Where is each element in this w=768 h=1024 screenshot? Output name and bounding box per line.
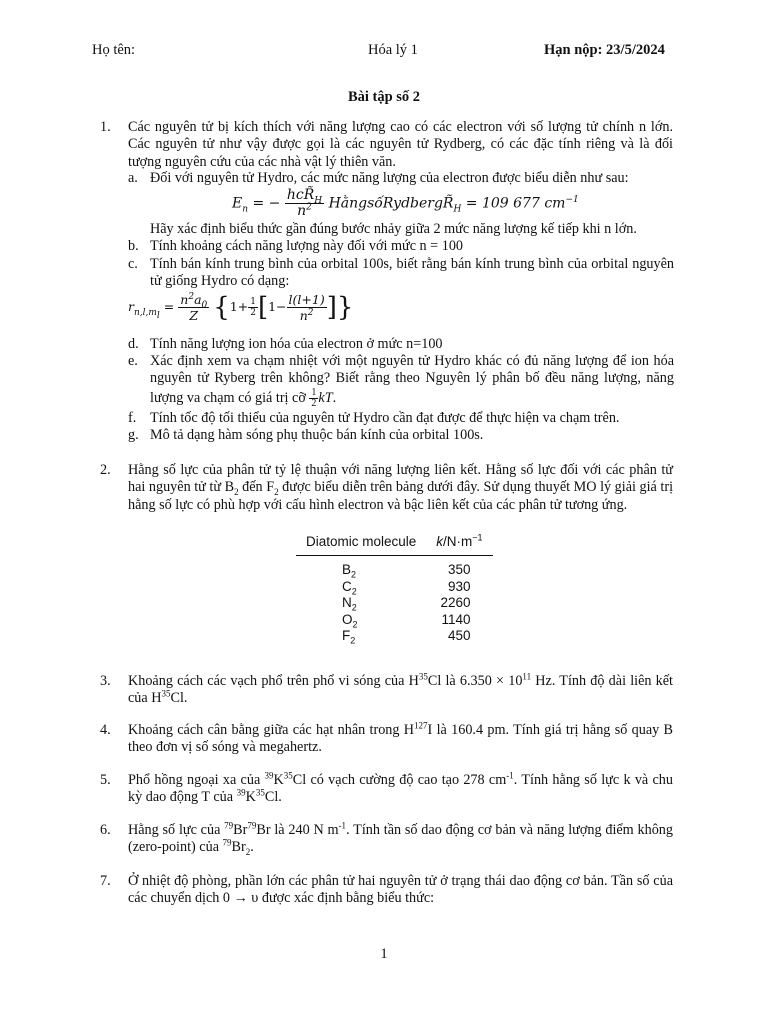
q1f-text: Tính tốc độ tối thiểu của nguyên tử Hydro cần đạt được để thực hiện va chạm trên. [150,410,620,426]
q1e-label: e. [128,353,138,369]
q1g-text: Mô tả dạng hàm sóng phụ thuộc bán kính của orbital 100s. [150,427,484,443]
q1-intro: Các nguyên tử bị kích thích với năng lượng cao có các electron với số lượng tử chính n lớn. Các nguyên tử như vậy được gọi là các nguyên tử Rydberg, có các đặc tính riêng và là đối tượng nguyên cứu của các nhà vật lý thiên văn. [128,119,673,170]
q1f-label: f. [128,410,137,426]
q2-text: Hằng số lực của phân tử tỷ lệ thuận với năng lượng liên kết. Hằng số lực đối với các phân tử hai nguyên tử từ $B_2$ đến $F_2$ được biểu diễn trên bảng dưới đây. Sử dụng thuyết MO lý giải giá trị hằng số lực có phù hợp với cấu hình electron và bậc liên kết của các phân tử tương ứng. [128,462,674,513]
q1e-text: Xác định xem va chạm nhiệt với một nguyên tử Hydro khác có đủ năng lượng để ion hóa nguyên tử Ryberg trên không? Biết rằng theo Nguyên lý phân bố đều năng lượng, năng lượng va chạm có giá trị cỡ $\frac{1}{2}$ kT. [150,353,674,409]
table-row: $O_2$ 1140 [342,611,471,630]
table-row: $F_2$ 450 [342,628,471,646]
table-row: $B_2$ 350 [342,562,471,580]
rydberg-equation: $E_n$ = − $\frac{hcR̃_H}{n^2}$ $HằngsốRydbergR̃_H = 109$ 677 $cm^{-1}$ [232,187,579,219]
q1d-label: d. [128,336,139,352]
page-title: Bài tập số 2 [347,89,421,105]
q1d-text: Tính năng lượng ion hóa của electron ở mức n=100 [150,336,443,352]
q5-text: Phổ hồng ngoại xa của $^{39}K^{35}Cl$ có vạch cường độ cao tạo 278 $cm^{-1}$. Tính hằng số lực k và chu kỳ dao động T của $^{39}K^{35}Cl$. [128,770,673,806]
table-header-molecule: Diatomic molecule [296,530,426,556]
q7-text: Ở nhiệt độ phòng, phần lớn các phân tử hai nguyên tử ở trạng thái dao động cơ bản. Tần số của các chuyển dịch 0 → υ được xác định bằng biểu thức: [128,873,673,907]
q1-number: 1. [100,119,111,135]
q1a-text2: Hãy xác định biểu thức gần đúng bước nhảy giữa 2 mức năng lượng kế tiếp khi n lớn. [150,221,637,237]
q5-number: 5. [100,772,111,788]
q4-text: Khoảng cách cân bằng giữa các hạt nhân trong $H^{127}I$ là 160.4 pm. Tính giá trị hằng số quay B theo đơn vị số sóng và megahertz. [128,720,673,756]
deadline: Hạn nộp: 23/5/2024 [544,42,665,58]
q4-number: 4. [100,722,111,738]
name-label: Họ tên: [92,42,136,58]
page-number: 1 [380,946,388,962]
q1c-label: c. [128,256,138,272]
table-row: $N_2$ 2260 [342,595,471,613]
q6-number: 6. [100,822,111,838]
energy-fraction: $\frac{hcR̃_H}{n^2}$ [286,187,323,219]
q1g-label: g. [128,427,139,443]
q1b-text: Tính khoảng cách năng lượng này đối với mức n = 100 [150,238,464,254]
radius-equation: $r_{n,l,m_l}$ = $\frac{n^2a_0}{Z}$ {1+ $\frac{1}{2}$ [1− $\frac{l(l+1)}{n^2}$ ]} [128,291,354,323]
q1a-label: a. [128,170,138,186]
force-constant-table [296,530,493,645]
q1c-text: Tính bán kính trung bình của orbital 100s, biết rằng bán kính trung bình của orbital nguyên tử giống Hydro có dạng: [150,256,674,290]
q3-number: 3. [100,673,111,689]
q6-text: Hằng số lực của $^{79}$Br$^{79}$Br là 240 N $m^{-1}$. Tính tần số dao động cơ bản và năng lượng điểm không (zero-point) của $^{79}Br_2$. [128,820,673,858]
table-row: $C_2$ 930 [342,578,471,597]
q3-text: Khoảng cách các vạch phổ trên phổ vi sóng của $H^{35}Cl$ là $6.350 \times 10^{11}$ Hz. Tính độ dài liên kết của $H^{35}Cl$. [128,671,673,707]
q1a-text: Đối với nguyên tử Hydro, các mức năng lượng của electron được biểu diễn như sau: [150,170,629,186]
q7-number: 7. [100,873,111,889]
q1b-label: b. [128,238,139,254]
q2-number: 2. [100,462,111,478]
table-header-k: $k/N\cdot m^{-1}$ [426,530,492,556]
course-name: Hóa lý 1 [368,42,418,58]
